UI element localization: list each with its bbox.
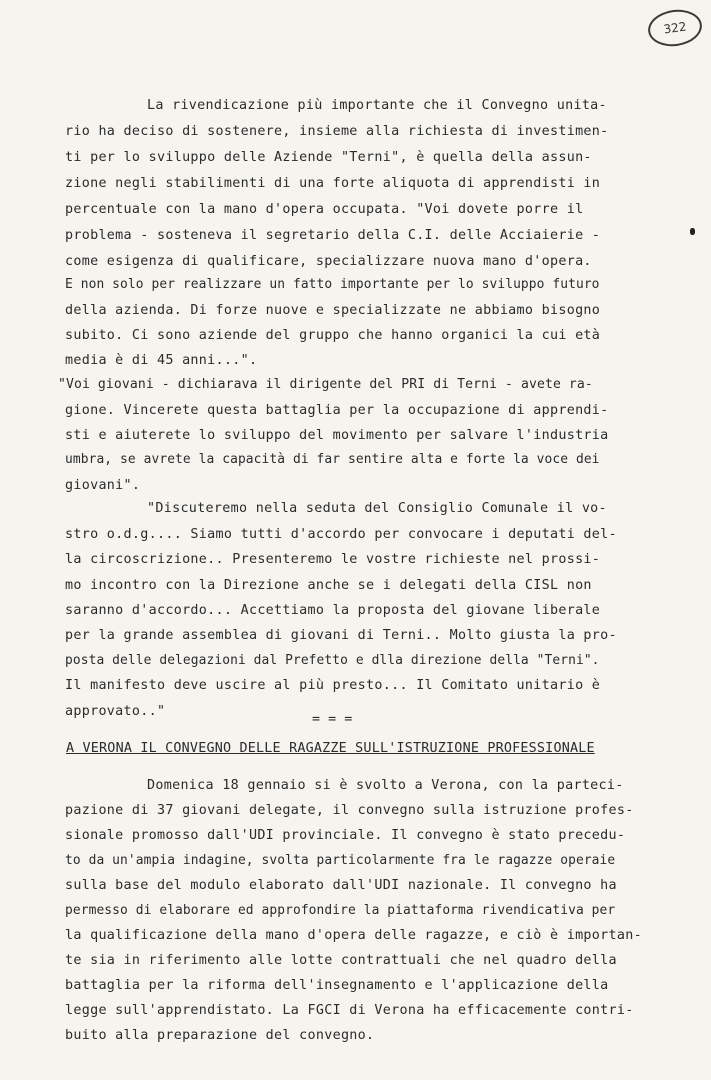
para1-line: subito. Ci sono aziende del gruppo che hanno organici la cui età <box>65 328 601 343</box>
para3-line: "Discuteremo nella seduta del Consiglio Comunale il vo- <box>147 501 607 516</box>
para1-line: media è di 45 anni...". <box>65 353 258 368</box>
para1-line: percentuale con la mano d'opera occupata. "Voi dovete porre il <box>65 202 584 217</box>
section-heading: A VERONA IL CONVEGNO DELLE RAGAZZE SULL'ISTRUZIONE PROFESSIONALE <box>66 741 595 756</box>
para2-line: sti e aiuterete lo sviluppo del movimento per salvare l'industria <box>65 428 609 443</box>
page-number-stamp: 322 <box>646 6 704 49</box>
para4-line: te sia in riferimento alle lotte contrattuali che nel quadro della <box>65 953 617 968</box>
para1-line: E non solo per realizzare un fatto importante per lo sviluppo futuro <box>65 277 600 292</box>
section-separator: = = = <box>312 712 353 727</box>
para2-line: umbra, se avrete la capacità di far sentire alta e forte la voce dei <box>65 452 600 467</box>
para3-line: Il manifesto deve uscire al più presto... Il Comitato unitario è <box>65 678 601 693</box>
para4-line: to da un'ampia indagine, svolta particolarmente fra le ragazze operaie <box>65 853 616 868</box>
para4-line: battaglia per la riforma dell'insegnamento e l'applicazione della <box>65 978 609 993</box>
para3-line: approvato.." <box>65 704 166 719</box>
para4-line: legge sull'apprendistato. La FGCI di Verona ha efficacemente contri- <box>65 1003 634 1018</box>
para1-line: ti per lo sviluppo delle Aziende "Terni", è quella della assun- <box>65 150 592 165</box>
margin-mark <box>690 228 695 235</box>
para1-line: zione negli stabilimenti di una forte aliquota di apprendisti in <box>65 176 601 191</box>
para3-line: stro o.d.g.... Siamo tutti d'accordo per convocare i deputati del- <box>65 527 617 542</box>
para3-line: posta delle delegazioni dal Prefetto e dlla direzione della "Terni". <box>65 653 600 668</box>
para3-line: per la grande assemblea di giovani di Terni.. Molto giusta la pro- <box>65 628 617 643</box>
para1-line: rio ha deciso di sostenere, insieme alla richiesta di investimen- <box>65 124 609 139</box>
para3-line: saranno d'accordo... Accettiamo la proposta del giovane liberale <box>65 603 601 618</box>
para1-line: La rivendicazione più importante che il Convegno unita- <box>147 98 607 113</box>
para1-line: problema - sosteneva il segretario della C.I. delle Acciaierie - <box>65 228 601 243</box>
para2-line: "Voi giovani - dichiarava il dirigente del PRI di Terni - avete ra- <box>58 377 593 392</box>
para4-line: sionale promosso dall'UDI provinciale. Il convegno è stato precedu- <box>65 828 626 843</box>
para4-line: la qualificazione della mano d'opera delle ragazze, e ciò è importan- <box>65 928 642 943</box>
para4-line: Domenica 18 gennaio si è svolto a Verona, con la parteci- <box>147 778 624 793</box>
para2-line: giovani". <box>65 478 141 493</box>
para1-line: come esigenza di qualificare, specializzare nuova mano d'opera. <box>65 254 592 269</box>
para2-line: gione. Vincerete questa battaglia per la occupazione di apprendi- <box>65 403 609 418</box>
para1-line: della azienda. Di forze nuove e specializzate ne abbiamo bisogno <box>65 303 601 318</box>
para4-line: permesso di elaborare ed approfondire la piattaforma rivendicativa per <box>65 903 616 918</box>
para3-line: mo incontro con la Direzione anche se i delegati della CISL non <box>65 578 592 593</box>
para4-line: buito alla preparazione del convegno. <box>65 1028 375 1043</box>
para4-line: sulla base del modulo elaborato dall'UDI nazionale. Il convegno ha <box>65 878 617 893</box>
para3-line: la circoscrizione.. Presenteremo le vostre richieste nel prossi- <box>65 552 601 567</box>
para4-line: pazione di 37 giovani delegate, il convegno sulla istruzione profes- <box>65 803 634 818</box>
